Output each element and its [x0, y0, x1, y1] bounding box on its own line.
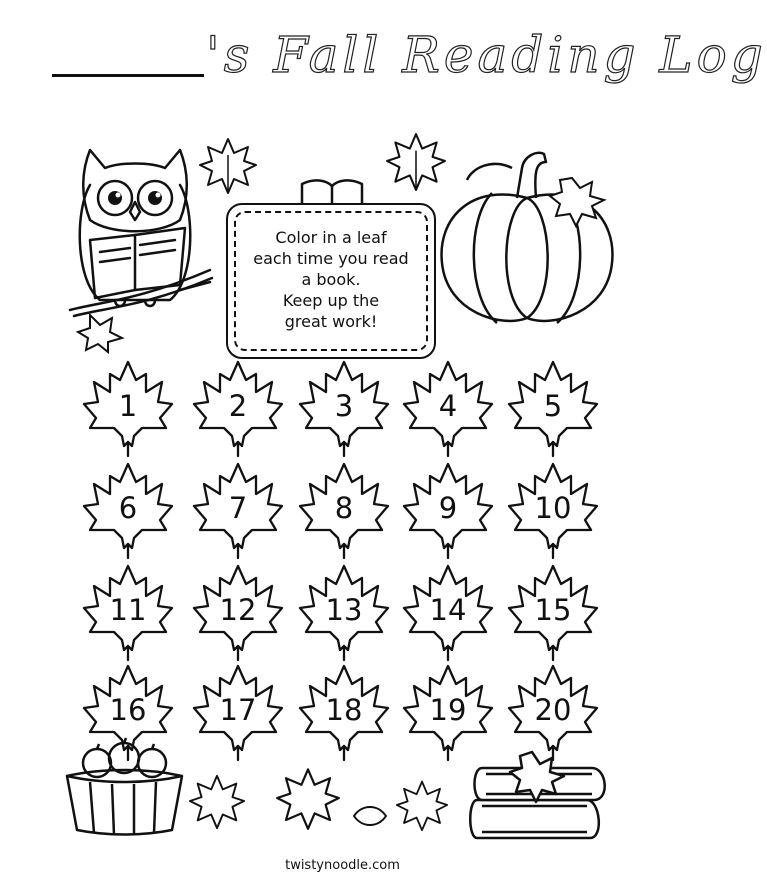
leaf-9[interactable]: [400, 460, 496, 560]
leaf-number: 11: [109, 593, 147, 627]
leaf-4[interactable]: [400, 358, 496, 458]
maple-leaf-icon: [188, 772, 246, 830]
leaf-number: 10: [534, 491, 572, 525]
leaf-number: 18: [325, 693, 363, 727]
leaf-number: 13: [325, 593, 363, 627]
instruction-line: Keep up the: [282, 291, 380, 310]
book-stack-icon: [472, 750, 612, 842]
instruction-box: [226, 203, 436, 359]
leaf-number: 9: [438, 491, 458, 525]
leaf-number: 17: [219, 693, 257, 727]
leaf-19[interactable]: [400, 662, 496, 762]
title-area: [0, 0, 767, 110]
leaf-12[interactable]: [190, 562, 286, 662]
instruction-text: [228, 227, 434, 332]
leaf-13[interactable]: [296, 562, 392, 662]
leaf-6[interactable]: [80, 460, 176, 560]
name-blank-line[interactable]: [52, 74, 204, 77]
footer-credit: twistynoodle.com: [285, 858, 400, 873]
leaf-number: 4: [438, 389, 458, 423]
instruction-line: great work!: [284, 312, 378, 331]
leaf-number: 14: [429, 593, 467, 627]
leaf-3[interactable]: [296, 358, 392, 458]
maple-leaf-icon: [275, 765, 341, 831]
leaf-11[interactable]: [80, 562, 176, 662]
leaf-1[interactable]: [80, 358, 176, 458]
leaf-number: 7: [228, 491, 248, 525]
leaf-number: 8: [334, 491, 354, 525]
leaf-18[interactable]: [296, 662, 392, 762]
small-leaf-icon: [352, 804, 388, 828]
reading-owl-icon: [60, 140, 220, 355]
leaf-number: 15: [534, 593, 572, 627]
leaf-20[interactable]: [505, 662, 601, 762]
leaf-8[interactable]: [296, 460, 392, 560]
instruction-line: each time you read: [253, 249, 409, 268]
leaf-number: 6: [118, 491, 138, 525]
leaf-10[interactable]: [505, 460, 601, 560]
page-title: 's Fall Reading Log: [206, 26, 767, 84]
instruction-line: a book.: [301, 270, 361, 289]
leaf-5[interactable]: [505, 358, 601, 458]
leaf-number: 16: [109, 693, 147, 727]
maple-leaf-icon: [395, 778, 449, 832]
leaf-number: 1: [118, 389, 138, 423]
leaf-14[interactable]: [400, 562, 496, 662]
leaf-number: 12: [219, 593, 257, 627]
leaf-2[interactable]: [190, 358, 286, 458]
leaf-number: 3: [334, 389, 354, 423]
leaf-15[interactable]: [505, 562, 601, 662]
leaf-number: 19: [429, 693, 467, 727]
leaf-7[interactable]: [190, 460, 286, 560]
instruction-line: Color in a leaf: [275, 228, 387, 247]
maple-leaf-icon: [198, 135, 258, 195]
leaf-17[interactable]: [190, 662, 286, 762]
pumpkin-icon: [432, 148, 622, 333]
leaf-number: 20: [534, 693, 572, 727]
apple-basket-icon: [62, 738, 187, 838]
leaf-number: 2: [228, 389, 248, 423]
leaf-number: 5: [543, 389, 563, 423]
